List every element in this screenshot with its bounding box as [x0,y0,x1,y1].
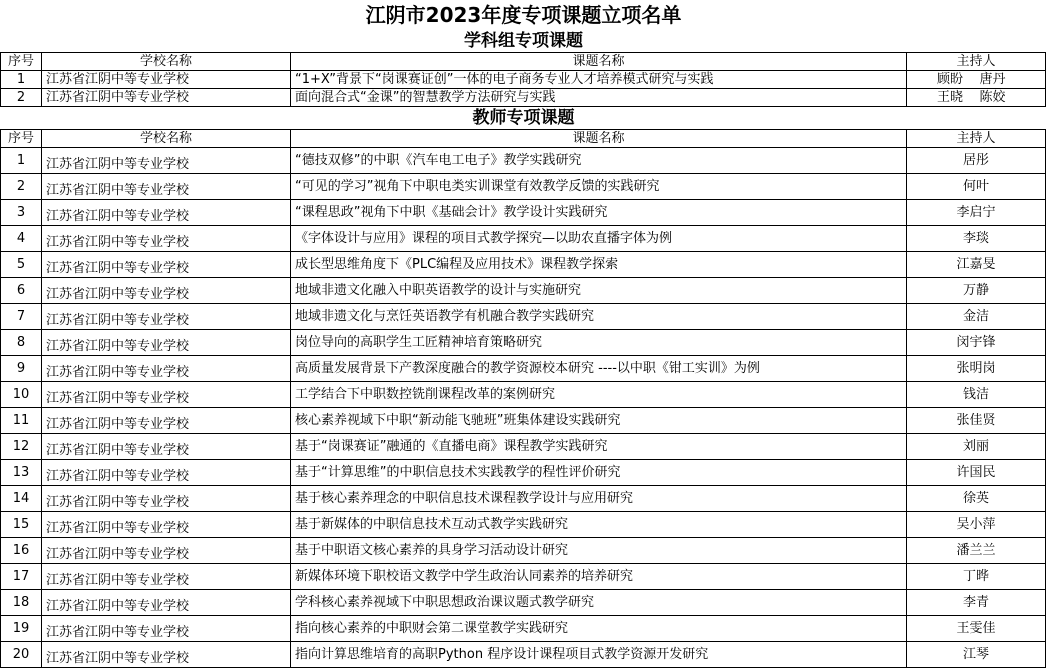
cell-no[interactable]: 4 [1,226,42,252]
cell-school[interactable]: 江苏省江阴中等专业学校 [42,512,291,538]
table-row [1,304,1046,330]
table-header-row [1,130,1046,148]
table-row [1,486,1046,512]
header-topic[interactable]: 课题名称 [291,130,907,148]
table-row [1,642,1046,668]
teacher-table [0,129,1046,668]
cell-no[interactable]: 19 [1,616,42,642]
cell-school[interactable]: 江苏省江阴中等专业学校 [42,460,291,486]
cell-host[interactable]: 钱洁 [907,382,1046,408]
cell-school[interactable]: 江苏省江阴中等专业学校 [42,89,291,107]
table-row [1,408,1046,434]
cell-topic[interactable]: “德技双修”的中职《汽车电工电子》教学实践研究 [291,148,907,174]
table-row [1,382,1046,408]
document-title: 江阴市2023年度专项课题立项名单 [365,3,682,27]
cell-no[interactable]: 10 [1,382,42,408]
table-row [1,278,1046,304]
cell-no[interactable]: 17 [1,564,42,590]
cell-no[interactable]: 2 [1,174,42,200]
header-topic[interactable]: 课题名称 [291,53,907,71]
cell-school[interactable]: 江苏省江阴中等专业学校 [42,590,291,616]
cell-no[interactable]: 9 [1,356,42,382]
cell-topic[interactable]: 学科核心素养视域下中职思想政治课议题式教学研究 [291,590,907,616]
cell-school[interactable]: 江苏省江阴中等专业学校 [42,408,291,434]
cell-topic[interactable]: “1+X”背景下“岗课赛证创”一体的电子商务专业人才培养模式研究与实践 [291,71,907,89]
table-row [1,148,1046,174]
cell-host[interactable]: 潘兰兰 [907,538,1046,564]
cell-host[interactable]: 许国民 [907,460,1046,486]
cell-no[interactable]: 14 [1,486,42,512]
table-row [1,89,1046,107]
cell-topic[interactable]: 地域非遗文化与烹饪英语教学有机融合教学实践研究 [291,304,907,330]
cell-no[interactable]: 18 [1,590,42,616]
cell-no[interactable]: 3 [1,200,42,226]
cell-host[interactable]: 刘丽 [907,434,1046,460]
cell-no[interactable]: 20 [1,642,42,668]
cell-no[interactable]: 2 [1,89,42,107]
cell-topic[interactable]: 新媒体环境下职校语文教学中学生政治认同素养的培养研究 [291,564,907,590]
header-host[interactable]: 主持人 [907,53,1046,71]
cell-no[interactable]: 15 [1,512,42,538]
cell-topic[interactable]: 《字体设计与应用》课程的项目式教学探究—以助农直播字体为例 [291,226,907,252]
cell-no[interactable]: 8 [1,330,42,356]
cell-school[interactable]: 江苏省江阴中等专业学校 [42,434,291,460]
cell-school[interactable]: 江苏省江阴中等专业学校 [42,278,291,304]
cell-host[interactable]: 顾盼 唐丹 [907,71,1046,89]
cell-school[interactable]: 江苏省江阴中等专业学校 [42,71,291,89]
cell-topic[interactable]: 岗位导向的高职学生工匠精神培育策略研究 [291,330,907,356]
cell-school[interactable]: 江苏省江阴中等专业学校 [42,486,291,512]
table-row [1,174,1046,200]
cell-no[interactable]: 11 [1,408,42,434]
cell-no[interactable]: 16 [1,538,42,564]
table-row [1,538,1046,564]
cell-host[interactable]: 江嘉旻 [907,252,1046,278]
table-row [1,71,1046,89]
cell-topic[interactable]: 成长型思维角度下《PLC编程及应用技术》课程教学探索 [291,252,907,278]
section-title-subject-group: 学科组专项课题 [464,31,583,51]
table-row [1,616,1046,642]
table-row [1,356,1046,382]
table-row [1,330,1046,356]
cell-host[interactable]: 丁晔 [907,564,1046,590]
header-school[interactable]: 学校名称 [42,53,291,71]
table-row [1,512,1046,538]
cell-host[interactable]: 居彤 [907,148,1046,174]
cell-school[interactable]: 江苏省江阴中等专业学校 [42,304,291,330]
cell-no[interactable]: 12 [1,434,42,460]
cell-host[interactable]: 闵宇锋 [907,330,1046,356]
cell-host[interactable]: 江琴 [907,642,1046,668]
cell-school[interactable]: 江苏省江阴中等专业学校 [42,538,291,564]
cell-topic[interactable]: 基于新媒体的中职信息技术互动式教学实践研究 [291,512,907,538]
cell-topic[interactable]: “可见的学习”视角下中职电类实训课堂有效教学反馈的实践研究 [291,174,907,200]
cell-host[interactable]: 张佳贤 [907,408,1046,434]
cell-school[interactable]: 江苏省江阴中等专业学校 [42,356,291,382]
cell-host[interactable]: 王雯佳 [907,616,1046,642]
cell-topic[interactable]: 基于中职语文核心素养的具身学习活动设计研究 [291,538,907,564]
table-row [1,200,1046,226]
cell-topic[interactable]: 指向核心素养的中职财会第二课堂教学实践研究 [291,616,907,642]
cell-host[interactable]: 徐英 [907,486,1046,512]
cell-school[interactable]: 江苏省江阴中等专业学校 [42,382,291,408]
cell-topic[interactable]: “课程思政”视角下中职《基础会计》教学设计实践研究 [291,200,907,226]
table-row [1,590,1046,616]
cell-no[interactable]: 6 [1,278,42,304]
header-school[interactable]: 学校名称 [42,130,291,148]
cell-topic[interactable]: 地域非遗文化融入中职英语教学的设计与实施研究 [291,278,907,304]
cell-school[interactable]: 江苏省江阴中等专业学校 [42,616,291,642]
cell-school[interactable]: 江苏省江阴中等专业学校 [42,226,291,252]
cell-topic[interactable]: 高质量发展背景下产教深度融合的教学资源校本研究 ----以中职《钳工实训》为例 [291,356,907,382]
cell-host[interactable]: 金洁 [907,304,1046,330]
cell-topic[interactable]: 工学结合下中职数控铣削课程改革的案例研究 [291,382,907,408]
cell-host[interactable]: 李琰 [907,226,1046,252]
cell-no[interactable]: 13 [1,460,42,486]
table-row [1,564,1046,590]
cell-host[interactable]: 王晓 陈姣 [907,89,1046,107]
cell-school[interactable]: 江苏省江阴中等专业学校 [42,174,291,200]
cell-topic[interactable]: 基于核心素养理念的中职信息技术课程教学设计与应用研究 [291,486,907,512]
header-no[interactable]: 序号 [1,130,42,148]
cell-school[interactable]: 江苏省江阴中等专业学校 [42,252,291,278]
cell-topic[interactable]: 基于“岗课赛证”融通的《直播电商》课程教学实践研究 [291,434,907,460]
cell-host[interactable]: 万静 [907,278,1046,304]
table-row [1,252,1046,278]
subject-group-table [0,52,1046,107]
section-title-teacher: 教师专项课题 [472,108,575,128]
cell-no[interactable]: 1 [1,148,42,174]
header-no[interactable]: 序号 [1,53,42,71]
cell-no[interactable]: 1 [1,71,42,89]
cell-school[interactable]: 江苏省江阴中等专业学校 [42,148,291,174]
cell-school[interactable]: 江苏省江阴中等专业学校 [42,642,291,668]
cell-no[interactable]: 5 [1,252,42,278]
cell-host[interactable]: 张明岗 [907,356,1046,382]
table-row [1,460,1046,486]
cell-school[interactable]: 江苏省江阴中等专业学校 [42,200,291,226]
cell-topic[interactable]: 指向计算思维培育的高职Python 程序设计课程项目式教学资源开发研究 [291,642,907,668]
cell-school[interactable]: 江苏省江阴中等专业学校 [42,330,291,356]
cell-host[interactable]: 李青 [907,590,1046,616]
cell-topic[interactable]: 基于“计算思维”的中职信息技术实践教学的程性评价研究 [291,460,907,486]
cell-host[interactable]: 何叶 [907,174,1046,200]
cell-host[interactable]: 吴小萍 [907,512,1046,538]
table-row [1,434,1046,460]
table-header-row [1,53,1046,71]
table-row [1,226,1046,252]
cell-no[interactable]: 7 [1,304,42,330]
cell-topic[interactable]: 面向混合式“金课”的智慧教学方法研究与实践 [291,89,907,107]
cell-host[interactable]: 李启宁 [907,200,1046,226]
cell-school[interactable]: 江苏省江阴中等专业学校 [42,564,291,590]
header-host[interactable]: 主持人 [907,130,1046,148]
cell-topic[interactable]: 核心素养视域下中职“新动能飞驰班”班集体建设实践研究 [291,408,907,434]
